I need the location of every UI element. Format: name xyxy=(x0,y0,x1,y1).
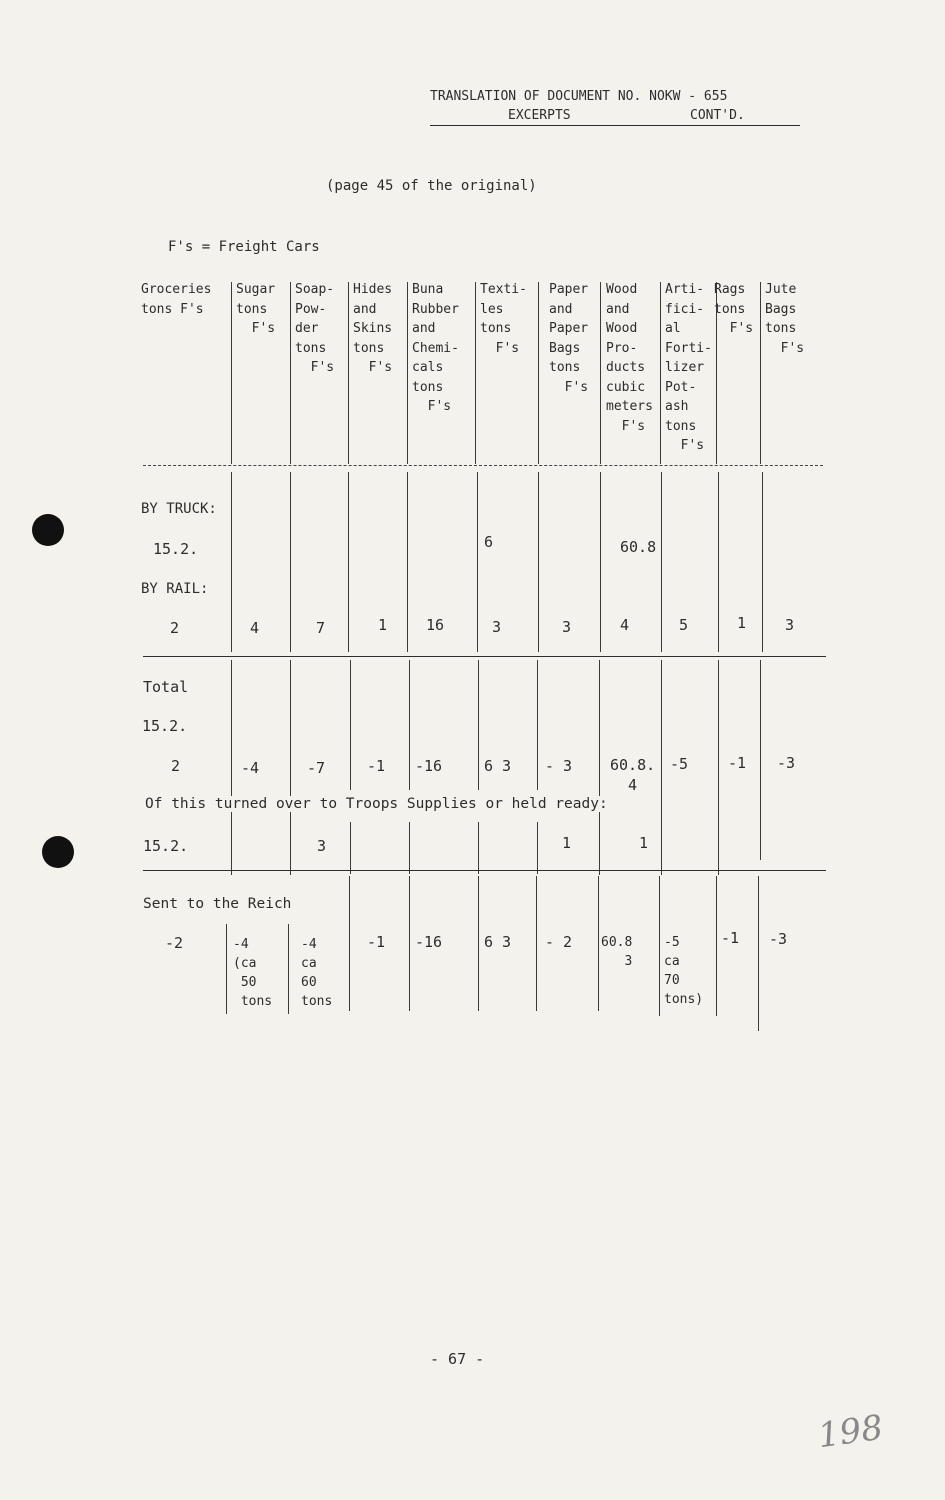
col-divider xyxy=(409,876,410,1011)
col-divider xyxy=(477,472,478,652)
by-rail-value: 1 xyxy=(378,616,388,634)
by-rail-value: 4 xyxy=(620,616,630,634)
col-divider xyxy=(661,660,662,875)
sent-reich-value: -16 xyxy=(415,933,443,951)
col-divider xyxy=(349,876,350,1011)
col-sugar: Sugar tons F's xyxy=(236,282,276,336)
sent-reich-value: -5 ca 70 tons) xyxy=(664,935,704,1007)
col-divider xyxy=(231,472,232,652)
col-divider xyxy=(760,282,761,464)
col-wood: Wood and Wood Pro- ducts cubic meters F's xyxy=(606,282,653,434)
col-divider xyxy=(409,660,410,790)
total-value: -16 xyxy=(415,757,443,775)
by-rail-value: 16 xyxy=(426,616,445,634)
sent-reich-value: - 2 xyxy=(545,933,573,951)
total-date: 15.2. xyxy=(142,717,188,735)
col-divider xyxy=(538,472,539,652)
col-divider xyxy=(226,924,227,1014)
total-value: -7 xyxy=(307,759,326,777)
col-divider xyxy=(231,282,232,464)
sent-reich-value: -3 xyxy=(769,930,788,948)
col-divider xyxy=(475,282,476,464)
punch-hole-top xyxy=(32,514,64,546)
total-value: -3 xyxy=(777,754,796,772)
col-divider xyxy=(348,282,349,464)
col-soap-powder: Soap- Pow- der tons F's xyxy=(295,282,335,375)
contd-label: CONT'D. xyxy=(690,108,745,123)
section-separator xyxy=(143,870,826,871)
sent-reich-value: 60.8 3 xyxy=(601,935,633,969)
turned-over-soap: 3 xyxy=(317,837,327,855)
page-number: - 67 - xyxy=(430,1350,485,1368)
col-divider xyxy=(760,660,761,860)
col-divider xyxy=(290,472,291,652)
by-truck-label: BY TRUCK: xyxy=(141,501,217,517)
total-value: -4 xyxy=(241,759,260,777)
total-value: -1 xyxy=(728,754,747,772)
sent-reich-value: -2 xyxy=(165,934,184,952)
total-value: 60.8. 4 xyxy=(610,756,656,794)
total-value: 6 3 xyxy=(484,757,512,775)
by-truck-wood: 60.8 xyxy=(620,538,657,556)
sent-reich-label: Sent to the Reich xyxy=(143,896,292,912)
by-rail-value: 3 xyxy=(785,616,795,634)
col-divider xyxy=(600,282,601,464)
sent-reich-value: -1 xyxy=(721,929,740,947)
col-divider xyxy=(290,660,291,875)
col-divider xyxy=(661,472,662,652)
col-jute-bags: Jute Bags tons F's xyxy=(765,282,805,356)
col-divider xyxy=(350,822,351,874)
col-divider xyxy=(758,876,759,1031)
turned-over-paper: 1 xyxy=(562,834,572,852)
document-title: TRANSLATION OF DOCUMENT NO. NOKW - 655 xyxy=(430,89,728,104)
by-rail-value: 7 xyxy=(316,619,326,637)
by-truck-date: 15.2. xyxy=(153,540,199,558)
col-divider xyxy=(659,876,660,1016)
excerpts-label: EXCERPTS xyxy=(508,108,571,123)
legend-note: F's = Freight Cars xyxy=(168,239,320,255)
total-value: 2 xyxy=(171,757,181,775)
page-note: (page 45 of the original) xyxy=(326,178,537,194)
col-divider xyxy=(537,822,538,874)
handwritten-folio: 198 xyxy=(815,1407,886,1457)
by-rail-value: 2 xyxy=(170,619,180,637)
col-divider xyxy=(288,924,289,1014)
col-groceries: Groceries tons F's xyxy=(141,282,212,317)
by-rail-value: 5 xyxy=(679,616,689,634)
total-label: Total xyxy=(143,678,189,696)
by-rail-value: 3 xyxy=(492,618,502,636)
punch-hole-bottom xyxy=(42,836,74,868)
col-fertilizer: Arti- fici- al Forti- lizer Pot- ash tons F's xyxy=(665,282,712,453)
col-divider xyxy=(716,876,717,1016)
col-divider xyxy=(407,282,408,464)
col-divider xyxy=(478,660,479,790)
col-textiles: Texti- les tons F's xyxy=(480,282,527,356)
total-value: - 3 xyxy=(545,757,573,775)
total-value: -5 xyxy=(670,755,689,773)
turned-over-date: 15.2. xyxy=(143,837,189,855)
turned-over-wood: 1 xyxy=(639,834,649,852)
col-divider xyxy=(718,660,719,875)
col-divider xyxy=(290,282,291,464)
col-paper: Paper and Paper Bags tons F's xyxy=(549,282,589,395)
col-divider xyxy=(478,876,479,1011)
col-divider xyxy=(538,282,539,464)
col-divider xyxy=(762,472,763,652)
col-divider xyxy=(478,822,479,874)
header-underline xyxy=(430,125,800,126)
by-rail-label: BY RAIL: xyxy=(141,581,209,597)
by-truck-textiles: 6 xyxy=(484,533,494,551)
col-divider xyxy=(350,660,351,790)
col-divider xyxy=(537,660,538,790)
col-divider xyxy=(598,876,599,1011)
col-divider xyxy=(407,472,408,652)
turned-over-label: Of this turned over to Troops Supplies or held ready: xyxy=(145,796,608,812)
col-divider xyxy=(660,282,661,464)
total-value: -1 xyxy=(367,757,386,775)
sent-reich-value: -1 xyxy=(367,933,386,951)
col-divider xyxy=(718,472,719,652)
col-divider xyxy=(231,660,232,875)
col-divider xyxy=(716,282,717,464)
col-buna-rubber: Buna Rubber and Chemi- cals tons F's xyxy=(412,282,459,414)
sent-reich-value: -4 (ca 50 tons xyxy=(233,937,273,1009)
col-divider xyxy=(348,472,349,652)
sent-reich-value: -4 ca 60 tons xyxy=(301,937,333,1009)
sent-reich-value: 6 3 xyxy=(484,933,512,951)
section-separator xyxy=(143,656,826,657)
col-divider xyxy=(536,876,537,1011)
by-rail-value: 3 xyxy=(562,618,572,636)
by-rail-value: 1 xyxy=(737,614,747,632)
col-hides-skins: Hides and Skins tons F's xyxy=(353,282,393,375)
col-divider xyxy=(599,660,600,875)
by-rail-value: 4 xyxy=(250,619,260,637)
header-separator xyxy=(143,465,823,466)
col-divider xyxy=(409,822,410,874)
col-rags: Rags tons F's xyxy=(714,282,754,336)
col-divider xyxy=(600,472,601,652)
